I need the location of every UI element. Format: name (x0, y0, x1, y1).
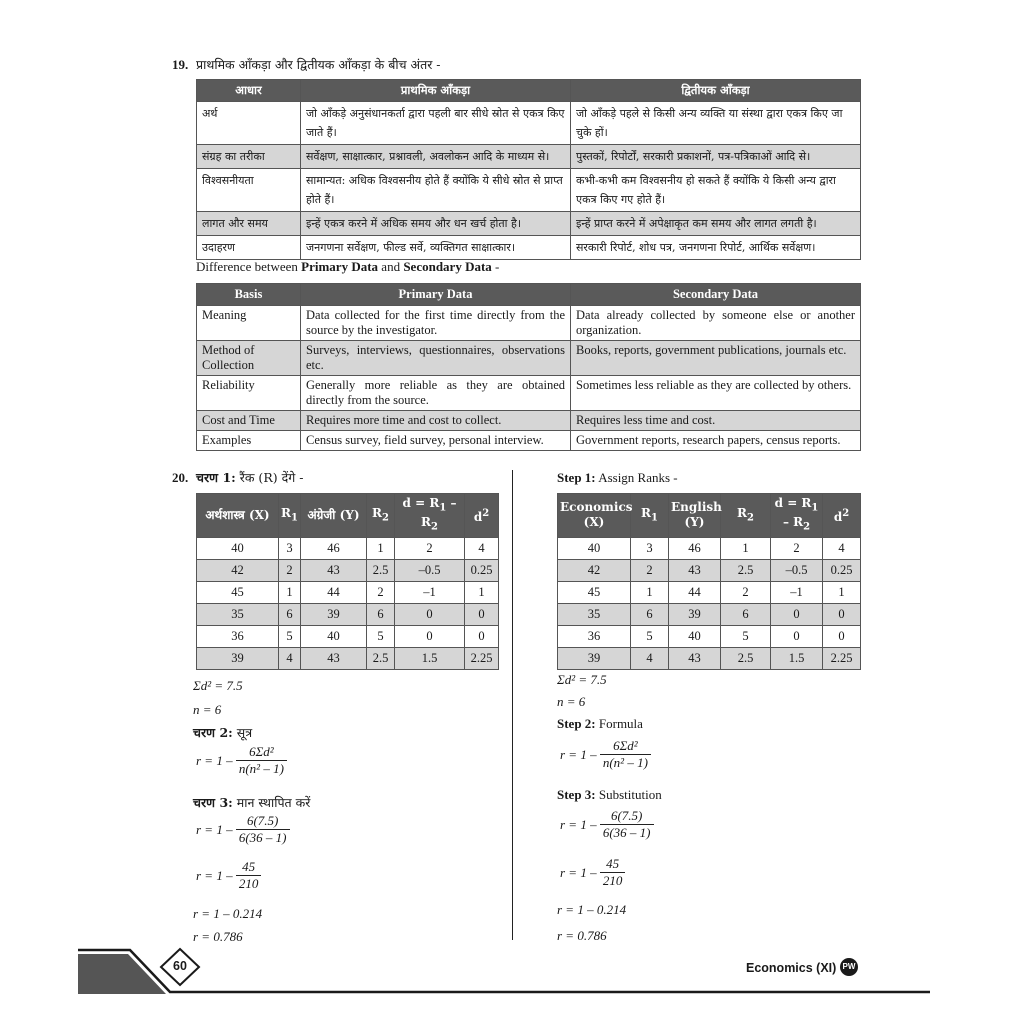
table-cell: Method of Collection (197, 341, 301, 376)
table-cell: जो आँकड़े पहले से किसी अन्य व्यक्ति या संस्था द्वारा एकत्र किए जा चुके हों। (571, 102, 861, 145)
table-row (197, 537, 499, 559)
table-cell: 2 (721, 581, 771, 603)
formula-numerator: 45 (600, 856, 626, 873)
table-cell: सर्वेक्षण, साक्षात्कार, प्रश्नावली, अवलोकन आदि के माध्यम से। (301, 145, 571, 169)
footer-graphic (0, 940, 1024, 1024)
en-substitution-2 (560, 856, 625, 889)
table-cell: 2 (395, 537, 465, 559)
formula-numerator: 6(7.5) (600, 808, 654, 825)
table-cell: 5 (279, 625, 301, 647)
table-cell: 4 (631, 647, 669, 669)
english-comparison-table (196, 283, 861, 451)
formula-lhs: r = 1 – (196, 867, 233, 883)
hi-step3 (193, 794, 310, 811)
table-cell: 2 (631, 559, 669, 581)
formula-denominator: 6(36 – 1) (238, 830, 287, 845)
hindi-rank-table (196, 493, 499, 670)
table-cell: 2.5 (367, 647, 395, 669)
table-cell: Requires less time and cost. (571, 411, 861, 431)
table-cell: 40 (669, 625, 721, 647)
table-cell: 2 (771, 537, 823, 559)
formula-denominator: n(n² – 1) (602, 755, 648, 770)
table-cell: Census survey, field survey, personal interview. (301, 431, 571, 451)
table-row (197, 625, 499, 647)
table-cell: 45 (197, 581, 279, 603)
col-header-r2: $R_2$ (721, 494, 771, 538)
page-number: 60 (173, 959, 187, 973)
table-cell: 3 (279, 537, 301, 559)
title-text: and (381, 259, 401, 274)
table-row (558, 581, 861, 603)
table-cell: लागत और समय (197, 212, 301, 236)
table-row (558, 647, 861, 669)
table-cell: 6 (367, 603, 395, 625)
table-cell: 35 (197, 603, 279, 625)
english-rank-table (557, 493, 861, 670)
step-text: सूत्र (236, 725, 253, 740)
formula-numerator: 6Σd² (600, 738, 651, 755)
title-bold-secondary: Secondary Data (403, 259, 492, 274)
table-cell: 5 (631, 625, 669, 647)
table-row (558, 559, 861, 581)
pw-logo-icon: PW (840, 958, 858, 976)
table-cell: –0.5 (395, 559, 465, 581)
table-row (197, 306, 861, 341)
col-header-d: $d = R_1 - R_2$ (771, 494, 823, 538)
table-cell: पुस्तकों, रिपोर्टों, सरकारी प्रकाशनों, पत्र-पत्रिकाओं आदि से। (571, 145, 861, 169)
table-row (197, 102, 861, 145)
title-text: - (495, 259, 500, 274)
table-cell: Surveys, interviews, questionnaires, observations etc. (301, 341, 571, 376)
col-header: द्वितीयक आँकड़ा (571, 80, 861, 102)
table-cell: 0 (465, 603, 499, 625)
table-cell: 1.5 (395, 647, 465, 669)
table-cell: 1 (279, 581, 301, 603)
table-row (197, 411, 861, 431)
table-cell: Data collected for the first time directly from the source by the investigator. (301, 306, 571, 341)
table-cell: 0 (395, 625, 465, 647)
table-row (197, 145, 861, 169)
col-header-r1: $R_1$ (631, 494, 669, 538)
hi-step1 (196, 469, 303, 486)
formula-denominator: n(n² – 1) (238, 761, 284, 776)
title-text: Difference between (196, 259, 298, 274)
step-text: Assign Ranks - (598, 470, 678, 485)
book-title: Economics (XI) (746, 961, 837, 975)
table-row (197, 341, 861, 376)
table-cell: 0.25 (823, 559, 861, 581)
hi-n: n = 6 (193, 702, 222, 717)
table-cell: 0 (465, 625, 499, 647)
table-cell: 2.25 (823, 647, 861, 669)
step-label: Step 2: (557, 716, 596, 731)
table-cell: Data already collected by someone else or another organization. (571, 306, 861, 341)
table-cell: Cost and Time (197, 411, 301, 431)
table-cell: Books, reports, government publications, journals etc. (571, 341, 861, 376)
col-header: अंग्रेजी (Y) (301, 494, 367, 538)
table-row (197, 603, 499, 625)
table-cell: Examples (197, 431, 301, 451)
hi-sum-d2: Σd² = 7.5 (193, 678, 243, 693)
formula-numerator: 6Σd² (236, 744, 287, 761)
table-cell: 0 (395, 603, 465, 625)
en-step2 (557, 716, 643, 732)
table-cell: सामान्यत: अधिक विश्वसनीय होते हैं क्योंकि ये सीधे स्रोत से प्राप्त होते हैं। (301, 169, 571, 212)
table-cell: 4 (279, 647, 301, 669)
en-result-1: r = 1 – 0.214 (557, 902, 627, 917)
table-row (197, 212, 861, 236)
table-cell: 5 (367, 625, 395, 647)
table-cell: संग्रह का तरीका (197, 145, 301, 169)
formula-lhs: r = 1 – (560, 746, 597, 762)
formula-denominator: 210 (238, 876, 259, 891)
table-cell: 2 (279, 559, 301, 581)
table-row (197, 236, 861, 260)
hi-substitution-2 (196, 859, 261, 892)
table-row (197, 169, 861, 212)
formula-lhs: r = 1 – (560, 816, 597, 832)
table-cell: 40 (558, 537, 631, 559)
col-header: आधार (197, 80, 301, 102)
table-cell: 4 (465, 537, 499, 559)
table-cell: 46 (301, 537, 367, 559)
table-cell: 43 (669, 647, 721, 669)
table-cell: 2.25 (465, 647, 499, 669)
formula-lhs: r = 1 – (196, 752, 233, 768)
step-text: मान स्थापित करें (236, 795, 311, 810)
col-header-d2: $d^2$ (823, 494, 861, 538)
hi-substitution-1 (196, 813, 290, 846)
col-header-r2: $R_2$ (367, 494, 395, 538)
table-cell: 0.25 (465, 559, 499, 581)
col-header: Primary Data (301, 284, 571, 306)
formula-denominator: 210 (602, 873, 623, 888)
table-cell: 1.5 (771, 647, 823, 669)
q19-title-english (196, 259, 499, 275)
table-cell: कभी-कभी कम विश्वसनीय हो सकते हैं क्योंकि ये किसी अन्य द्वारा एकत्र किए गए होते हैं। (571, 169, 861, 212)
table-cell: 40 (301, 625, 367, 647)
table-cell: Generally more reliable as they are obtained directly from the source. (301, 376, 571, 411)
table-cell: 2.5 (721, 647, 771, 669)
en-step1 (557, 470, 678, 486)
question-number-20: 20. (172, 470, 189, 485)
table-cell: 1 (823, 581, 861, 603)
col-header: प्राथमिक आँकड़ा (301, 80, 571, 102)
table-row (197, 559, 499, 581)
table-cell: अर्थ (197, 102, 301, 145)
table-cell: विश्वसनीयता (197, 169, 301, 212)
table-row (558, 603, 861, 625)
table-cell: 44 (669, 581, 721, 603)
table-cell: 0 (771, 625, 823, 647)
table-row (558, 625, 861, 647)
question-number-19: 19. (172, 57, 189, 72)
table-cell: 45 (558, 581, 631, 603)
formula-numerator: 45 (236, 859, 262, 876)
table-cell: 36 (197, 625, 279, 647)
formula-denominator: 6(36 – 1) (602, 825, 651, 840)
table-cell: Sometimes less reliable as they are collected by others. (571, 376, 861, 411)
formula-lhs: r = 1 – (560, 864, 597, 880)
table-cell: 43 (669, 559, 721, 581)
column-divider (512, 470, 513, 940)
table-cell: 6 (631, 603, 669, 625)
table-cell: 0 (823, 603, 861, 625)
col-header: Basis (197, 284, 301, 306)
table-cell: 43 (301, 559, 367, 581)
table-cell: 2 (367, 581, 395, 603)
table-cell: 6 (721, 603, 771, 625)
en-substitution-1 (560, 808, 654, 841)
table-cell: उदाहरण (197, 236, 301, 260)
table-cell: 39 (301, 603, 367, 625)
table-cell: 1 (367, 537, 395, 559)
table-cell: 46 (669, 537, 721, 559)
table-cell: Meaning (197, 306, 301, 341)
hi-result-2: r = 0.786 (193, 929, 243, 944)
table-cell: इन्हें एकत्र करने में अधिक समय और धन खर्च होता है। (301, 212, 571, 236)
en-formula (560, 738, 651, 771)
table-cell: –1 (771, 581, 823, 603)
table-cell: 2.5 (721, 559, 771, 581)
table-cell: इन्हें प्राप्त करने में अपेक्षाकृत कम समय और लागत लगती है। (571, 212, 861, 236)
table-cell: 39 (197, 647, 279, 669)
table-cell: –1 (395, 581, 465, 603)
col-header: अर्थशास्त्र (X) (197, 494, 279, 538)
table-cell: 42 (558, 559, 631, 581)
col-header: Secondary Data (571, 284, 861, 306)
table-cell: 3 (631, 537, 669, 559)
hi-step2 (193, 724, 252, 741)
table-cell: जनगणना सर्वेक्षण, फील्ड सर्वे, व्यक्तिगत साक्षात्कार। (301, 236, 571, 260)
step-text: Formula (598, 716, 643, 731)
table-row (197, 581, 499, 603)
table-cell: 2.5 (367, 559, 395, 581)
table-cell: Government reports, research papers, census reports. (571, 431, 861, 451)
formula-lhs: r = 1 – (196, 821, 233, 837)
en-n: n = 6 (557, 694, 586, 709)
hi-result-1: r = 1 – 0.214 (193, 906, 263, 921)
table-cell: 39 (669, 603, 721, 625)
en-step3 (557, 787, 662, 803)
table-cell: 36 (558, 625, 631, 647)
table-row (197, 647, 499, 669)
en-result-2: r = 0.786 (557, 928, 607, 943)
table-cell: 40 (197, 537, 279, 559)
table-cell: सरकारी रिपोर्ट, शोध पत्र, जनगणना रिपोर्ट, आर्थिक सर्वेक्षण। (571, 236, 861, 260)
col-header: English (Y) (669, 494, 721, 538)
table-cell: 5 (721, 625, 771, 647)
table-cell: 42 (197, 559, 279, 581)
step-label: चरण 3: (193, 795, 233, 810)
table-row (197, 431, 861, 451)
table-cell: 1 (631, 581, 669, 603)
title-bold-primary: Primary Data (301, 259, 379, 274)
col-header-r1: $R_1$ (279, 494, 301, 538)
table-cell: Requires more time and cost to collect. (301, 411, 571, 431)
table-cell: 43 (301, 647, 367, 669)
hi-formula (196, 744, 287, 777)
table-cell: 1 (465, 581, 499, 603)
step-label: Step 1: (557, 470, 596, 485)
col-header-d: $d = R_1 - R_2$ (395, 494, 465, 538)
formula-numerator: 6(7.5) (236, 813, 290, 830)
table-cell: जो आँकड़े अनुसंधानकर्ता द्वारा पहली बार सीधे स्रोत से एकत्र किए जाते हैं। (301, 102, 571, 145)
step-label: चरण 2: (193, 725, 233, 740)
table-cell: Reliability (197, 376, 301, 411)
en-sum-d2: Σd² = 7.5 (557, 672, 607, 687)
table-cell: 0 (771, 603, 823, 625)
table-cell: 35 (558, 603, 631, 625)
table-row (558, 537, 861, 559)
table-cell: 6 (279, 603, 301, 625)
step-label: चरण 1: (196, 470, 236, 485)
step-text: Substitution (598, 787, 662, 802)
col-header-d2: $d^2$ (465, 494, 499, 538)
col-header: Economics (X) (558, 494, 631, 538)
q19-title-hindi: प्राथमिक आँकड़ा और द्वितीयक आँकड़ा के बीच अंतर - (196, 57, 441, 72)
table-cell: –0.5 (771, 559, 823, 581)
table-cell: 4 (823, 537, 861, 559)
hindi-comparison-table (196, 79, 861, 260)
table-cell: 0 (823, 625, 861, 647)
table-cell: 44 (301, 581, 367, 603)
table-cell: 39 (558, 647, 631, 669)
table-cell: 1 (721, 537, 771, 559)
step-text: रैंक (R) देंगे - (239, 470, 304, 485)
step-label: Step 3: (557, 787, 596, 802)
table-row (197, 376, 861, 411)
